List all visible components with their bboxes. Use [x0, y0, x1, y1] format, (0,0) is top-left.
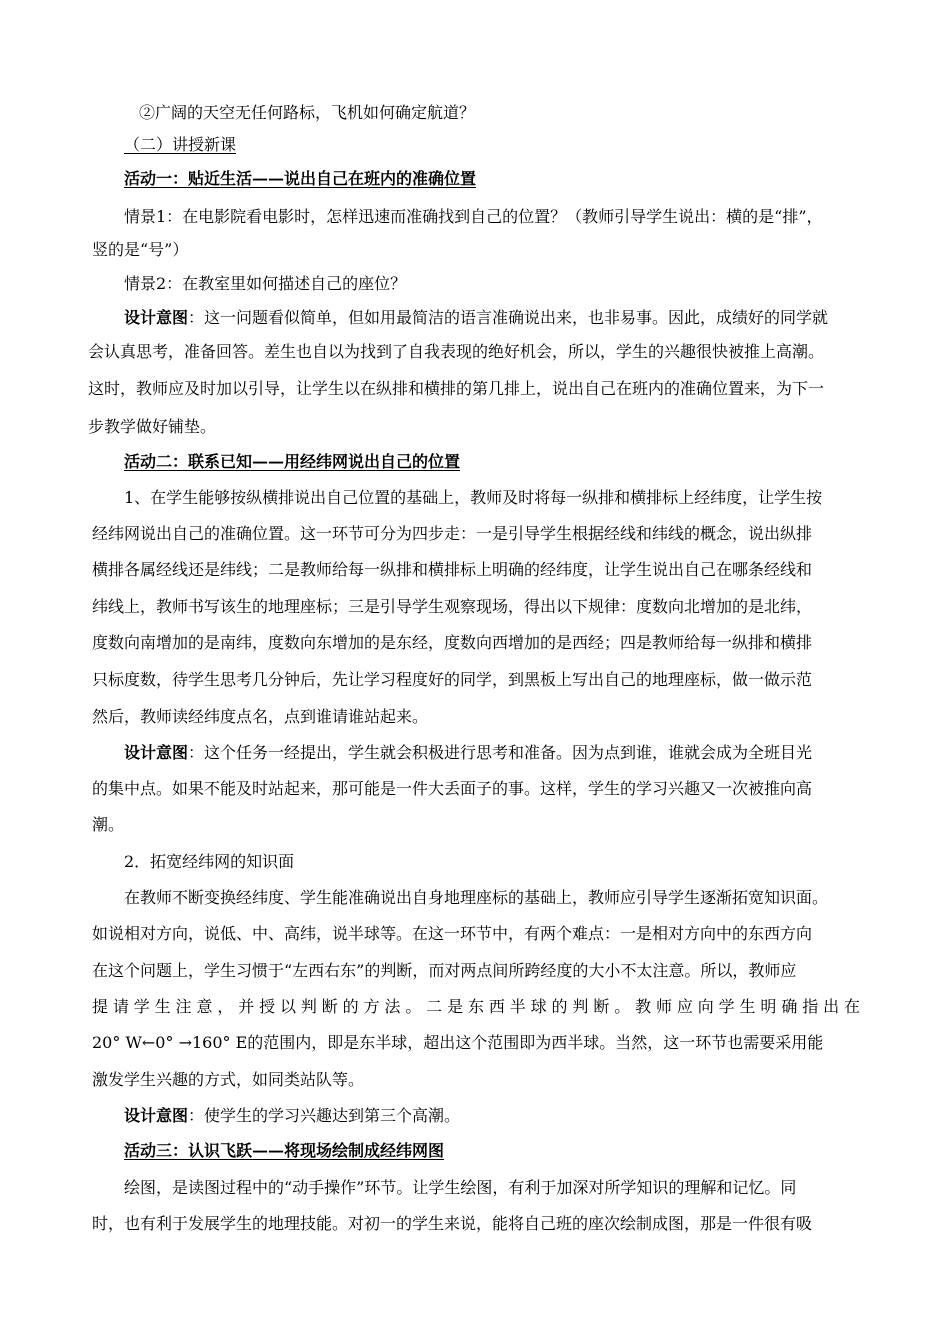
activity-2-para-1-line-5: 度数向南增加的是南纬，度数向东增加的是东经，度数向西增加的是西经；四是教师给每一纵排和横排 — [92, 633, 813, 652]
subsection-2-heading: 2．拓宽经纬网的知识面 — [124, 852, 295, 871]
design-intent-label: 设计意图 — [124, 308, 189, 327]
activity-2-para-1-line-1: 1、在学生能够按纵横排说出自己位置的基础上，教师及时将每一纵排和横排标上经纬度，让学生按 — [124, 488, 823, 507]
design-intent-1-line-4: 步教学做好铺垫。 — [88, 417, 217, 436]
design-intent-2-line-2: 的集中点。如果不能及时站起来，那可能是一件大丢面子的事。这样，学生的学习兴趣又一次被推向高 — [92, 779, 813, 798]
design-intent-label: 设计意图 — [124, 1106, 189, 1125]
activity-3-line-1: 绘图，是读图过程中的“动手操作”环节。让学生绘图，有利于加深对所学知识的理解和记忆。同 — [124, 1178, 797, 1197]
subsection-2-line-5: 20° W←0° →160° E的范围内，即是东半球，超出这个范围即为西半球。当然，这一环节也需要采用能 — [92, 1033, 824, 1052]
scenario-1-line-2: 竖的是“号”） — [92, 240, 189, 259]
activity-2-para-1-line-3: 横排各属经线还是纬线；二是教师给每一纵排和横排标上明确的经纬度，让学生说出自己在哪条经线和 — [92, 560, 813, 579]
design-intent-1-line-3: 这时，教师应及时加以引导，让学生以在纵排和横排的第几排上，说出自己在班内的准确位置来，为下一 — [88, 379, 825, 398]
activity-2-para-1-line-4: 纬线上，教师书写该生的地理座标；三是引导学生观察现场，得出以下规律：度数向北增加的是北纬， — [92, 597, 813, 616]
subsection-2-line-6: 激发学生兴趣的方式，如同类站队等。 — [92, 1070, 365, 1089]
section-heading-new-lesson: （二）讲授新课 — [124, 135, 237, 154]
scenario-2: 情景2：在教室里如何描述自己的座位？ — [124, 274, 407, 293]
scenario-1-line-1: 情景1：在电影院看电影时，怎样迅速而准确找到自己的位置？（教师引导学生说出：横的是“排”， — [124, 207, 823, 226]
design-intent-1-line-1: 设计意图：这一问题看似简单，但如用最简洁的语言准确说出来，也非易事。因此，成绩好的同学就 — [124, 308, 829, 327]
subsection-2-line-1: 在教师不断变换经纬度、学生能准确说出自身地理座标的基础上，教师应引导学生逐渐拓宽知识面。 — [124, 888, 829, 907]
design-intent-label: 设计意图 — [124, 743, 189, 762]
design-intent-2-line-1: 设计意图：这个任务一经提出，学生就会积极进行思考和准备。因为点到谁，谁就会成为全班目光 — [124, 743, 813, 762]
activity-1-heading: 活动一：贴近生活——说出自己在班内的准确位置 — [124, 169, 477, 188]
question-2: ②广阔的天空无任何路标，飞机如何确定航道？ — [139, 103, 476, 122]
activity-3-line-2: 时，也有利于发展学生的地理技能。对初一的学生来说，能将自己班的座次绘制成图，那是一件很有吸 — [92, 1214, 813, 1233]
activity-2-heading: 活动二：联系已知——用经纬网说出自己的位置 — [124, 452, 461, 471]
subsection-2-line-4: 提请学生注意，并授以判断的方法。二是东西半球的判断。教师应向学生明确指出在 — [92, 997, 860, 1016]
activity-2-para-1-line-7: 然后，教师读经纬度点名，点到谁请谁站起来。 — [92, 707, 429, 726]
design-intent-1-line-2: 会认真思考，准备回答。差生也自以为找到了自我表现的绝好机会，所以，学生的兴趣很快被推上高潮。 — [88, 342, 825, 361]
activity-2-para-1-line-6: 只标度数，待学生思考几分钟后，先让学习程度好的同学，到黑板上写出自己的地理座标，做一做示范 — [92, 670, 813, 689]
activity-2-para-1-line-2: 经纬网说出自己的准确位置。这一环节可分为四步走：一是引导学生根据经线和纬线的概念，说出纵排 — [92, 524, 813, 543]
design-intent-2-line-3: 潮。 — [92, 815, 125, 834]
activity-3-heading: 活动三：认识飞跃——将现场绘制成经纬网图 — [124, 1141, 445, 1160]
subsection-2-line-2: 如说相对方向，说低、中、高纬，说半球等。在这一环节中，有两个难点：一是相对方向中的东西方向 — [92, 924, 813, 943]
design-intent-3: 设计意图：使学生的学习兴趣达到第三个高潮。 — [124, 1106, 461, 1125]
subsection-2-line-3: 在这个问题上，学生习惯于“左西右东”的判断，而对两点间所跨经度的大小不太注意。所以，教师应 — [92, 961, 797, 980]
